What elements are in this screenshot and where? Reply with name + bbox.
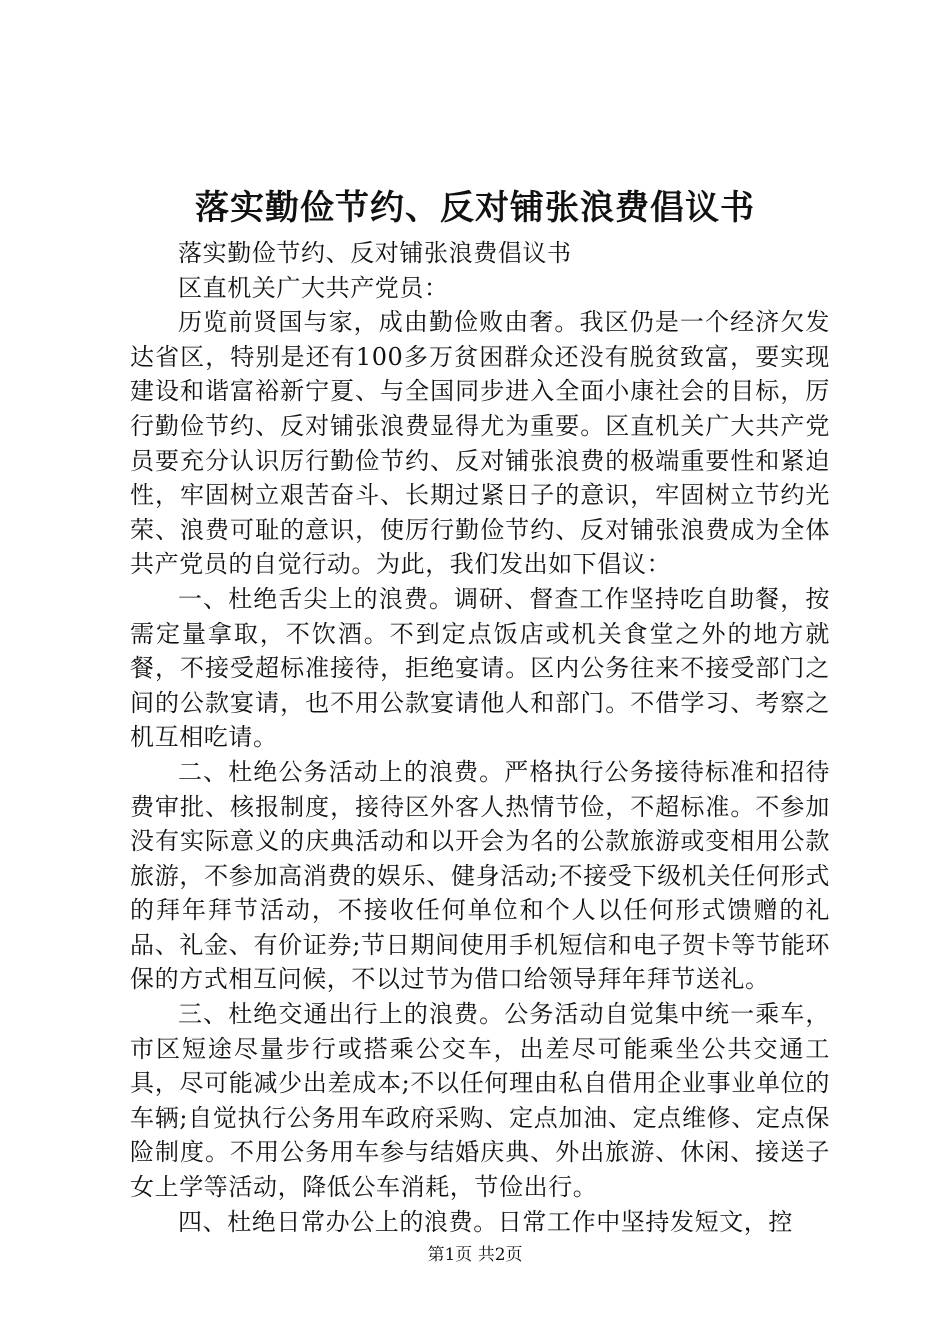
body-paragraph-item-4: 四、杜绝日常办公上的浪费。日常工作中坚持发短文，控 bbox=[178, 1207, 793, 1236]
page-number-footer: 第1页 共2页 bbox=[427, 1245, 523, 1265]
body-paragraph-salutation: 区直机关广大共产党员： bbox=[178, 273, 449, 302]
document-body bbox=[130, 236, 830, 1239]
body-paragraph-subtitle: 落实勤俭节约、反对铺张浪费倡议书 bbox=[178, 239, 572, 267]
body-paragraph-item-1: 一、杜绝舌尖上的浪费。调研、督查工作坚持吃自助餐，按需定量拿取，不饮酒。不到定点饭店或机关食堂之外的地方就餐，不接受超标准接待，拒绝宴请。区内公务往来不接受部门之间的公款宴请，也不用公款宴请他人和部门。不借学习、考察之机互相吃请。 bbox=[130, 584, 830, 752]
document-title: 落实勤俭节约、反对铺张浪费倡议书 bbox=[195, 188, 755, 228]
body-paragraph-item-3: 三、杜绝交通出行上的浪费。公务活动自觉集中统一乘车，市区短途尽量步行或搭乘公交车，出差尽可能乘坐公共交通工具，尽可能减少出差成本;不以任何理由私自借用企业事业单位的车辆;自觉执行公务用车政府采购、定点加油、定点维修、定点保险制度。不用公务用车参与结婚庆典、外出旅游、休闲、接送子女上学等活动，降低公车消耗，节俭出行。 bbox=[130, 1000, 830, 1202]
body-paragraph-intro: 历览前贤国与家，成由勤俭败由奢。我区仍是一个经济欠发达省区，特别是还有100多万贫困群众还没有脱贫致富，要实现建设和谐富裕新宁夏、与全国同步进入全面小康社会的目标，厉行勤俭节约、反对铺张浪费显得尤为重要。区直机关广大共产党员要充分认识厉行勤俭节约、反对铺张浪费的极端重要性和紧迫性，牢固树立艰苦奋斗、长期过紧日子的意识，牢固树立节约光荣、浪费可耻的意识，使厉行勤俭节约、反对铺张浪费成为全体共产党员的自觉行动。为此，我们发出如下倡议： bbox=[130, 308, 830, 579]
body-paragraph-item-2: 二、杜绝公务活动上的浪费。严格执行公务接待标准和招待费审批、核报制度，接待区外客人热情节俭，不超标准。不参加没有实际意义的庆典活动和以开会为名的公款旅游或变相用公款旅游，不参加高消费的娱乐、健身活动;不接受下级机关任何形式的拜年拜节活动，不接收任何单位和个人以任何形式馈赠的礼品、礼金、有价证券;节日期间使用手机短信和电子贺卡等节能环保的方式相互问候，不以过节为借口给领导拜年拜节送礼。 bbox=[130, 757, 830, 994]
